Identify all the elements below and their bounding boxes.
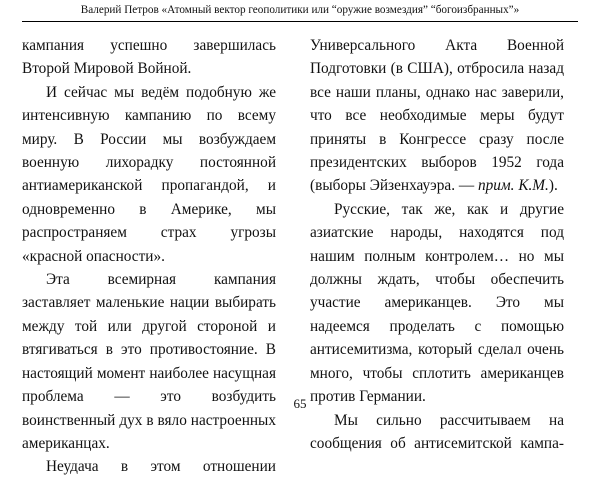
paragraph: кампания успешно завершилась Второй Мировой Войной. [22, 37, 276, 78]
paragraph: Русские, так же, как и другие азиатские народы, находятся под нашим полным контролем… но мы должны ждать, чтобы обеспечить участие американцев. Это мы надеемся проделать с помощью антисемитизма, который сделал очень много, чтобы сплотить американцев против Германии. [310, 200, 564, 406]
paragraph-text: ). [548, 177, 558, 195]
paragraph: Мы сильно рассчитываем на сообщения об антисемитской кампа- [310, 411, 564, 452]
paragraph: Эта всемирная кампания заставляет маленькие нации выбирать между той или другой стороной и втягиваться в это противостояние. В настоящий момент наиболее насущная проблема — это возбудить воинственный дух в вяло настроенных американцах. [22, 271, 276, 452]
paragraph: Неудача в этом отношении [46, 458, 276, 476]
paragraph [310, 34, 564, 198]
left-column [22, 34, 276, 479]
right-column [310, 34, 564, 455]
running-header: Валерий Петров «Атомный вектор геополитики или “оружие возмездия” “богоизбранных”» [22, 0, 578, 22]
editor-note: прим. К.М. [477, 177, 549, 195]
paragraph: И сейчас мы ведём подобную же интенсивную кампанию по всему миру. В России мы возбуждаем военную лихорадку постоянной антиамериканской пропагандой, и одновременно в Америке, мы распространяем страх угрозы «красной опасности». [22, 83, 276, 265]
page-number: 65 [293, 396, 307, 411]
paragraph-text: Универсального Акта Военной Подготовки (в США), отбросила назад все наши планы, однако нас заверили, что все необходимые меры будут приняты в Конгрессе сразу после президентских выборов 1952 года (выборы Эйзенхауэра. — [310, 37, 564, 195]
